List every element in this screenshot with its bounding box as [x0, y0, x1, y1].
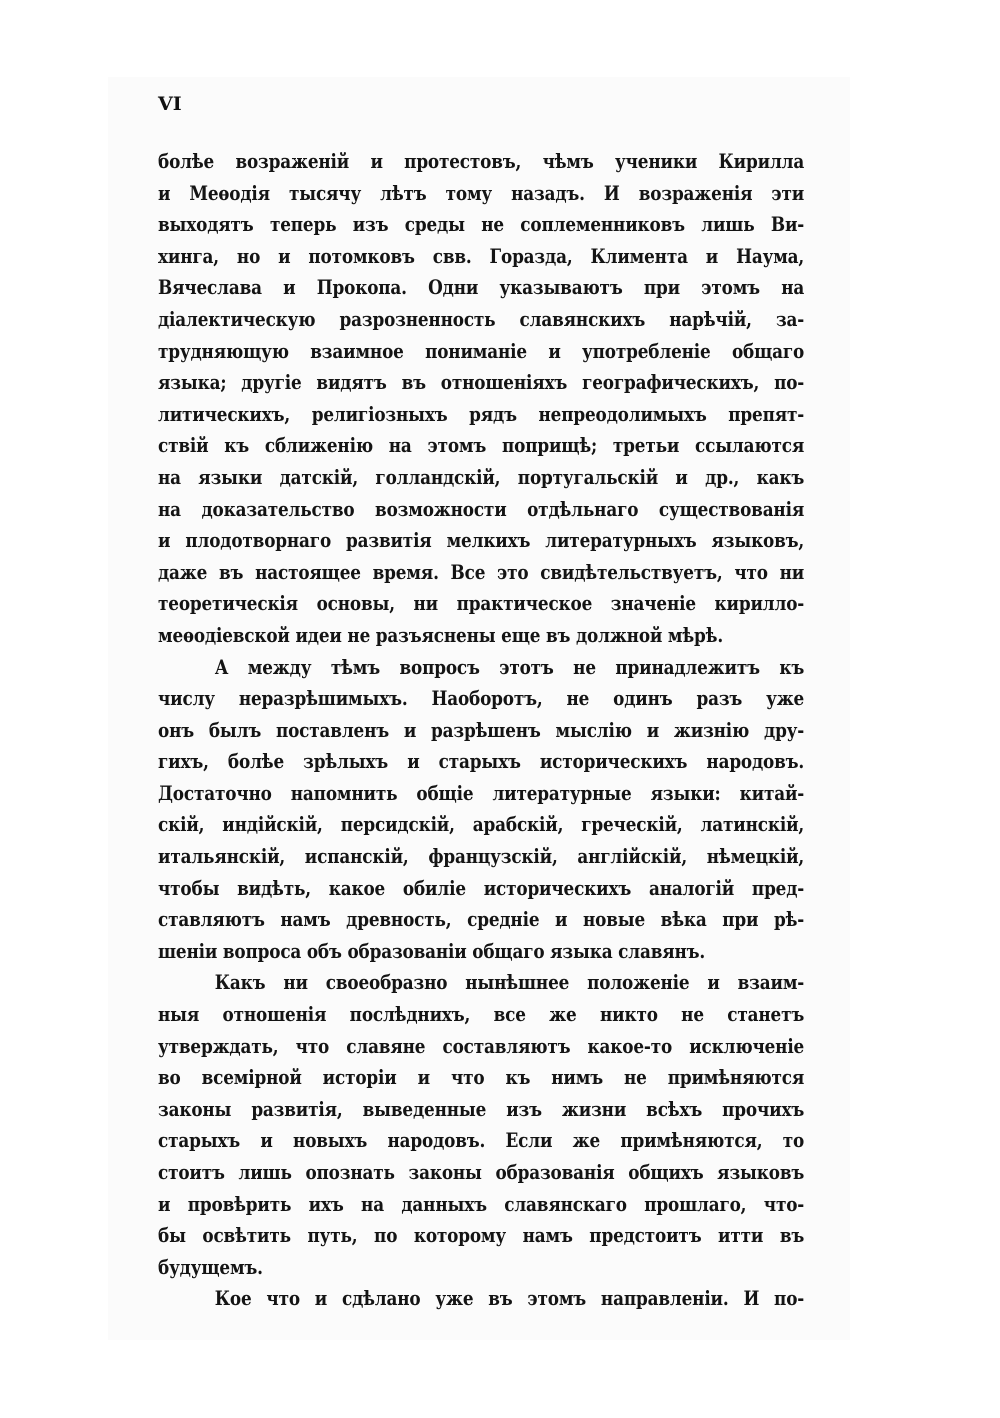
text-line: даже въ настоящее время. Все это свидѣтельствуетъ, что ни [158, 560, 805, 584]
text-line: А между тѣмъ вопросъ этотъ не принадлежитъ къ [214, 655, 805, 679]
text-line: діалектическую разрозненность славянскихъ нарѣчій, за- [158, 307, 805, 331]
text-line: Достаточно напомнить общіе литературные языки: китай- [158, 781, 805, 805]
paragraph-3 [158, 967, 804, 1283]
text-line: Вячеслава и Прокопа. Одни указываютъ при этомъ на [158, 276, 805, 300]
text-line: чтобы видѣть, какое обиліе историческихъ аналогій пред- [158, 876, 805, 900]
text-line: Кое что и сдѣлано уже въ этомъ направленіи. И по- [214, 1287, 805, 1311]
text-line: ставляютъ намъ древность, средніе и новые вѣка при рѣ- [158, 908, 805, 932]
text-line: литическихъ, религіозныхъ рядъ непреодолимыхъ препят- [158, 402, 805, 426]
text-line: выходятъ теперь изъ среды не соплеменниковъ лишь Ви- [158, 213, 805, 237]
text-line: бы освѣтить путь, по которому намъ предстоитъ итти въ [158, 1224, 805, 1248]
text-line: меѳодіевской идеи не разъяснены еще въ должной мѣрѣ. [158, 623, 724, 647]
body-text [158, 146, 804, 1315]
text-line: итальянскій, испанскій, французскій, англійскій, нѣмецкій, [158, 845, 805, 869]
text-line: и провѣрить ихъ на данныхъ славянскаго прошлаго, что- [158, 1192, 805, 1216]
text-line: трудняющую взаимное пониманіе и употребленіе общаго [158, 339, 805, 363]
text-line: стоитъ лишь опознать законы образованія общихъ языковъ [158, 1161, 805, 1184]
text-line: Какъ ни своеобразно нынѣшнее положеніе и взаим- [214, 971, 805, 995]
text-line: и Меѳодія тысячу лѣтъ тому назадъ. И возраженія эти [158, 181, 805, 205]
text-line: теоретическія основы, ни практическое значеніе кирилло- [158, 592, 805, 616]
text-line: хинга, но и потомковъ свв. Горазда, Климента и Наума, [158, 244, 805, 268]
paragraph-4 [158, 1283, 804, 1315]
text-line: числу неразрѣшимыхъ. Наоборотъ, не одинъ разъ уже [158, 687, 805, 711]
text-line: онъ былъ поставленъ и разрѣшенъ мыслію и жизнію дру- [158, 718, 805, 742]
text-line: будущемъ. [158, 1255, 263, 1279]
text-line: ныя отношенія послѣднихъ, все же никто не станетъ [158, 1003, 805, 1027]
text-line: ствій къ сближенію на этомъ поприщѣ; третьи ссылаются [158, 434, 805, 458]
text-line: скій, индійскій, персидскій, арабскій, греческій, латинскій, [158, 813, 805, 837]
page-number: VI [158, 93, 182, 115]
text-line: во всемірной исторіи и что къ нимъ не примѣняются [158, 1066, 805, 1090]
paragraph-1 [158, 146, 804, 652]
text-line: шеніи вопроса объ образованіи общаго языка славянъ. [158, 939, 706, 963]
text-line: болѣе возраженій и протестовъ, чѣмъ ученики Кирилла [158, 150, 805, 173]
text-line: языка; другіе видятъ въ отношеніяхъ географическихъ, по- [158, 371, 805, 395]
text-line: на языки датскій, голландскій, португальскій и др., какъ [158, 465, 805, 489]
paragraph-2 [158, 652, 804, 968]
text-line: на доказательство возможности отдѣльнаго существованія [158, 497, 805, 521]
text-line: законы развитія, выведенные изъ жизни всѣхъ прочихъ [158, 1097, 805, 1121]
text-line: старыхъ и новыхъ народовъ. Если же примѣняются, то [158, 1129, 805, 1153]
text-line: гихъ, болѣе зрѣлыхъ и старыхъ историческихъ народовъ. [158, 750, 805, 774]
text-line: утверждать, что славяне составляютъ какое-то исключеніе [158, 1034, 805, 1058]
text-line: и плодотворнаго развитія мелкихъ литературныхъ языковъ, [158, 529, 805, 553]
